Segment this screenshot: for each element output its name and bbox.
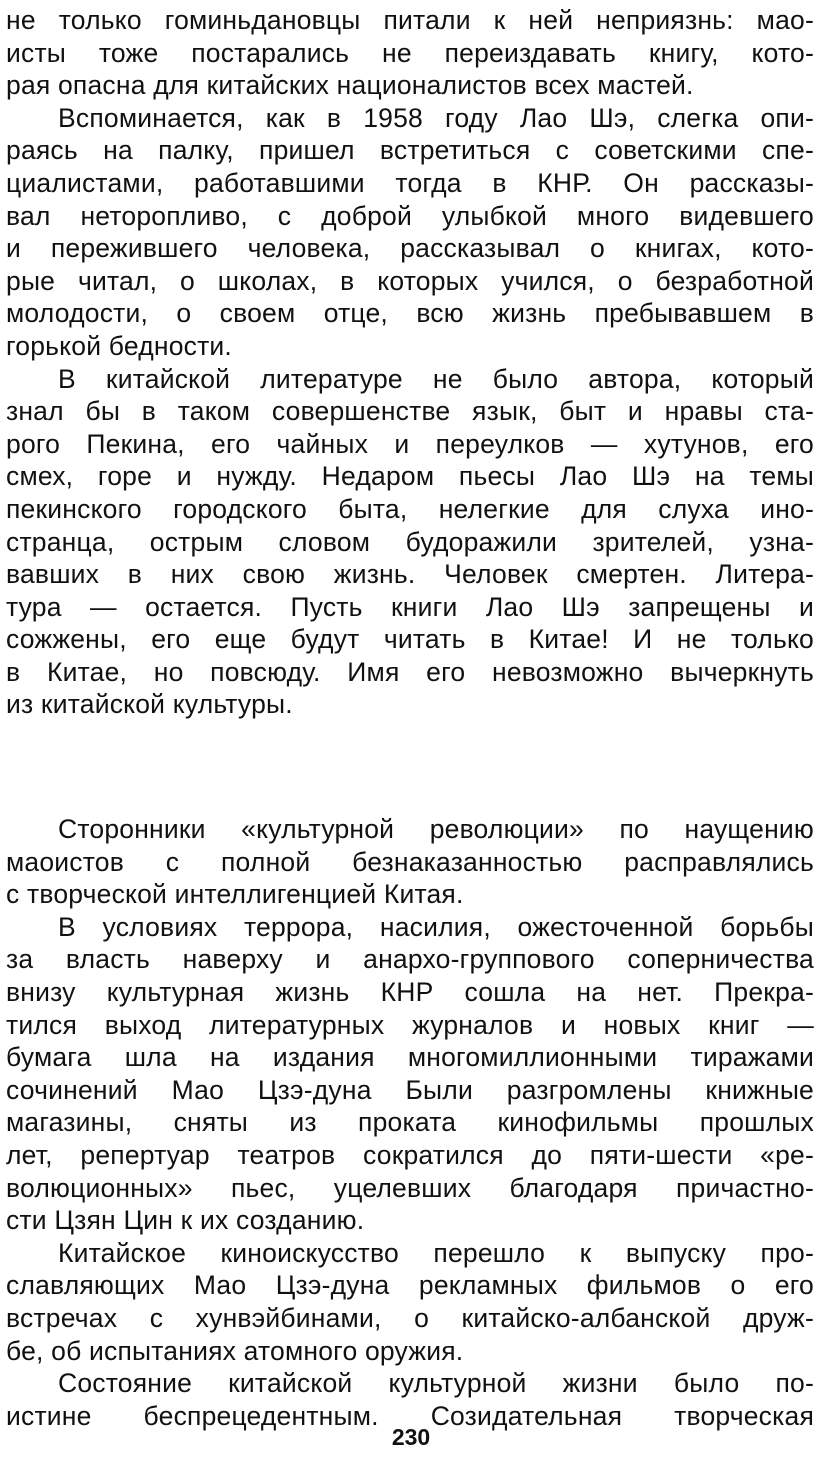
text-line: рого Пекина, его чайных и переулков — хутунов, его (6, 428, 814, 459)
text-line: сочинений Мао Цзэ-дуна Были разгромлены книжные (6, 1074, 814, 1105)
text-line: исты тоже постарались не переиздавать книгу, кото- (6, 37, 814, 68)
text-line: лет, репертуар театров сократился до пяти-шести «ре- (6, 1140, 814, 1170)
text-line: истине беспрецедентным. Созидательная творческая (6, 1400, 814, 1431)
text-line: рая опасна для китайских националистов всех мастей. (6, 70, 694, 101)
text-line: бумага шла на издания многомиллионными тиражами (6, 1042, 814, 1073)
text-line: из китайской культуры. (6, 689, 293, 720)
text-line: вавших в них свою жизнь. Человек смертен. Литера- (6, 559, 814, 590)
text-line: бе, об испытаниях атомного оружия. (6, 1335, 464, 1366)
text-line: сти Цзян Цин к их созданию. (6, 1205, 365, 1236)
text-line: раясь на палку, пришел встретиться с советскими спе- (6, 135, 814, 166)
text-line: Вспоминается, как в 1958 году Лао Шэ, слегка опи- (58, 102, 814, 133)
section-break (6, 721, 814, 813)
text-line: Китайское киноискусство перешло к выпуску про- (58, 1237, 814, 1268)
paragraph-7 (6, 1367, 814, 1432)
text-line: В китайской литературе не было автора, который (58, 363, 814, 394)
text-line: внизу культурная жизнь КНР сошла на нет. Прекра- (6, 977, 814, 1008)
text-line: за власть наверху и анархо-группового соперничества (6, 944, 814, 975)
paragraph-1 (6, 4, 814, 102)
text-line: Сторонники «культурной революции» по наущению (58, 814, 814, 845)
paragraph-6 (6, 1237, 814, 1367)
text-line: в Китае, но повсюду. Имя его невозможно вычеркнуть (6, 656, 814, 687)
text-line: рые читал, о школах, в которых учился, о безработной (6, 265, 814, 296)
text-line: знал бы в таком совершенстве язык, быт и нравы ста- (6, 396, 814, 427)
text-line: В условиях террора, насилия, ожесточенной борьбы (58, 911, 814, 942)
text-line: вал неторопливо, с доброй улыбкой много видевшего (6, 200, 814, 231)
text-line: сожжены, его еще будут читать в Китае! И не только (6, 624, 814, 655)
text-line: маоистов с полной безнаказанностью расправлялись (6, 846, 814, 877)
paragraph-2 (6, 102, 814, 363)
text-line: встречах с хунвэйбинами, о китайско-албанской друж- (6, 1302, 814, 1333)
text-line: не только гоминьдановцы питали к ней неприязнь: мао- (6, 5, 814, 35)
page-number: 230 (391, 1424, 431, 1450)
text-line: волюционных» пьес, уцелевших благодаря причастно- (6, 1172, 814, 1203)
text-line: молодости, о своем отце, всю жизнь пребывавшем в (6, 298, 814, 329)
paragraph-5 (6, 911, 814, 1237)
page-body (6, 4, 814, 1432)
text-line: и пережившего человека, рассказывал о книгах, кото- (6, 233, 814, 264)
text-line: тился выход литературных журналов и новых книг — (6, 1009, 814, 1040)
text-line: горькой бедности. (6, 330, 232, 361)
text-line: магазины, сняты из проката кинофильмы прошлых (6, 1107, 814, 1138)
text-line: с творческой интеллигенцией Китая. (6, 879, 464, 910)
text-line: Состояние китайской культурной жизни было по- (58, 1368, 814, 1399)
paragraph-3 (6, 363, 814, 722)
text-line: странца, острым словом будоражили зрителей, узна- (6, 526, 814, 557)
paragraph-4 (6, 813, 814, 911)
text-line: циалистами, работавшими тогда в КНР. Он рассказы- (6, 167, 814, 198)
text-line: пекинского городского быта, нелегкие для слуха ино- (6, 493, 814, 524)
text-line: смех, горе и нужду. Недаром пьесы Лао Шэ на темы (6, 461, 814, 492)
text-line: славляющих Мао Цзэ-дуна рекламных фильмов о его (6, 1270, 814, 1301)
text-line: тура — остается. Пусть книги Лао Шэ запрещены и (6, 591, 814, 622)
